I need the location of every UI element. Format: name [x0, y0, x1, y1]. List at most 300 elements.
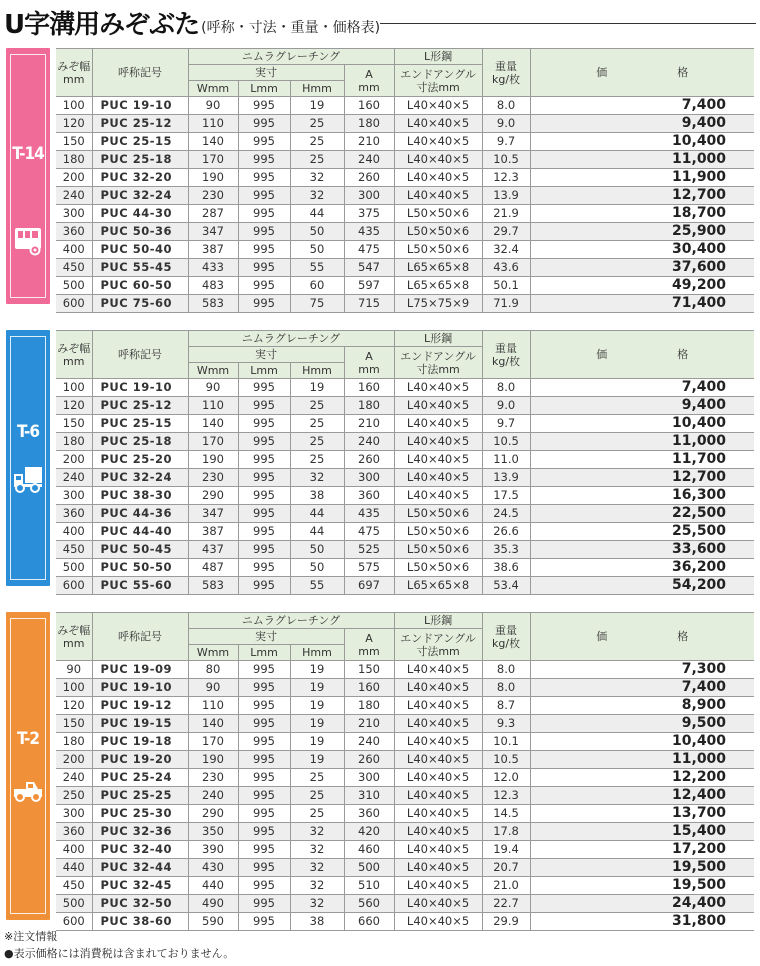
pickup-truck-icon: [13, 774, 43, 804]
header-width-label: みぞ幅: [57, 623, 91, 637]
cell-price: 16,300: [530, 487, 754, 505]
cell-a: 475: [344, 241, 394, 259]
cell-angle: L40×40×5: [394, 487, 482, 505]
cell-weight: 20.7: [482, 859, 530, 877]
cell-weight: 17.5: [482, 487, 530, 505]
cell-l: 995: [238, 505, 290, 523]
header-a: [344, 65, 394, 97]
spec-table: [56, 330, 754, 595]
cell-width: 240: [56, 469, 92, 487]
cell-a: 160: [344, 97, 394, 115]
cell-a: 715: [344, 295, 394, 313]
cell-a: 360: [344, 805, 394, 823]
cell-code: PUC 19-10: [92, 97, 188, 115]
header-h: Hmm: [290, 645, 344, 661]
header-end-angle-label: エンドアングル: [400, 67, 476, 81]
cell-weight: 19.4: [482, 841, 530, 859]
cell-width: 200: [56, 751, 92, 769]
cell-h: 25: [290, 433, 344, 451]
header-grating: ニムラグレーチング: [188, 331, 394, 347]
cell-h: 32: [290, 187, 344, 205]
table-row: [56, 433, 754, 451]
cell-h: 19: [290, 379, 344, 397]
cell-price: 11,000: [530, 151, 754, 169]
header-end-angle-label: エンドアングル: [400, 349, 476, 363]
cell-code: PUC 19-20: [92, 751, 188, 769]
cell-angle: L40×40×5: [394, 433, 482, 451]
cell-l: 995: [238, 697, 290, 715]
cell-l: 995: [238, 895, 290, 913]
cell-h: 32: [290, 169, 344, 187]
cell-code: PUC 25-18: [92, 433, 188, 451]
table-row: [56, 133, 754, 151]
cell-code: PUC 19-18: [92, 733, 188, 751]
cell-code: PUC 32-40: [92, 841, 188, 859]
cell-w: 387: [188, 241, 238, 259]
cell-weight: 43.6: [482, 259, 530, 277]
cell-weight: 35.3: [482, 541, 530, 559]
cell-price: 11,000: [530, 433, 754, 451]
cell-w: 347: [188, 223, 238, 241]
cell-angle: L65×65×8: [394, 259, 482, 277]
cell-w: 80: [188, 661, 238, 679]
cell-a: 360: [344, 487, 394, 505]
cell-weight: 10.1: [482, 733, 530, 751]
cell-weight: 12.3: [482, 787, 530, 805]
cell-weight: 71.9: [482, 295, 530, 313]
cell-angle: L50×50×6: [394, 559, 482, 577]
cell-angle: L50×50×6: [394, 505, 482, 523]
header-end-angle: [394, 347, 482, 379]
cell-l: 995: [238, 877, 290, 895]
cell-price: 37,600: [530, 259, 754, 277]
cell-weight: 53.4: [482, 577, 530, 595]
header-price: [530, 613, 754, 661]
cell-angle: L40×40×5: [394, 151, 482, 169]
cell-angle: L40×40×5: [394, 733, 482, 751]
cell-angle: L40×40×5: [394, 115, 482, 133]
cell-h: 25: [290, 397, 344, 415]
cell-width: 450: [56, 541, 92, 559]
cell-w: 583: [188, 577, 238, 595]
cell-w: 190: [188, 169, 238, 187]
cell-l: 995: [238, 805, 290, 823]
cell-price: 8,900: [530, 697, 754, 715]
cell-w: 390: [188, 841, 238, 859]
header-price-1: 価: [596, 66, 608, 79]
table-row: [56, 877, 754, 895]
header-price-1: 価: [596, 630, 608, 643]
cell-h: 19: [290, 97, 344, 115]
cell-code: PUC 50-45: [92, 541, 188, 559]
cell-price: 7,400: [530, 679, 754, 697]
header-w: Wmm: [188, 645, 238, 661]
cell-code: PUC 19-10: [92, 379, 188, 397]
load-class-label: T-2: [17, 729, 39, 749]
cell-a: 697: [344, 577, 394, 595]
table-row: [56, 859, 754, 877]
header-width-unit: mm: [63, 72, 85, 86]
cell-angle: L40×40×5: [394, 97, 482, 115]
table-row: [56, 259, 754, 277]
cell-weight: 8.7: [482, 697, 530, 715]
cell-w: 583: [188, 295, 238, 313]
cell-a: 160: [344, 379, 394, 397]
cell-a: 660: [344, 913, 394, 931]
cell-price: 19,500: [530, 877, 754, 895]
cell-code: PUC 50-40: [92, 241, 188, 259]
cell-h: 38: [290, 913, 344, 931]
cell-l: 995: [238, 913, 290, 931]
cell-angle: L40×40×5: [394, 769, 482, 787]
cell-weight: 9.0: [482, 397, 530, 415]
header-h: Hmm: [290, 81, 344, 97]
cell-price: 49,200: [530, 277, 754, 295]
cell-price: 25,900: [530, 223, 754, 241]
cell-h: 25: [290, 769, 344, 787]
band-frame: [10, 54, 46, 298]
header-weight: [482, 613, 530, 661]
cell-width: 600: [56, 913, 92, 931]
header-a-unit: mm: [358, 80, 380, 94]
cell-code: PUC 44-30: [92, 205, 188, 223]
cell-h: 50: [290, 223, 344, 241]
header-l: Lmm: [238, 645, 290, 661]
cell-code: PUC 32-50: [92, 895, 188, 913]
header-l: Lmm: [238, 81, 290, 97]
cell-a: 180: [344, 115, 394, 133]
cell-width: 440: [56, 859, 92, 877]
cell-a: 435: [344, 223, 394, 241]
cell-price: 36,200: [530, 559, 754, 577]
cell-l: 995: [238, 433, 290, 451]
cell-w: 430: [188, 859, 238, 877]
table-row: [56, 715, 754, 733]
cell-angle: L40×40×5: [394, 841, 482, 859]
cell-code: PUC 25-24: [92, 769, 188, 787]
table-row: [56, 697, 754, 715]
cell-w: 190: [188, 751, 238, 769]
cell-h: 44: [290, 505, 344, 523]
cell-a: 500: [344, 859, 394, 877]
table-row: [56, 787, 754, 805]
cell-weight: 24.5: [482, 505, 530, 523]
cell-l: 995: [238, 379, 290, 397]
cell-l: 995: [238, 415, 290, 433]
header-a: [344, 347, 394, 379]
cell-code: PUC 19-10: [92, 679, 188, 697]
cell-price: 11,000: [530, 751, 754, 769]
cell-a: 160: [344, 679, 394, 697]
cell-code: PUC 25-25: [92, 787, 188, 805]
header-code: 呼称記号: [92, 613, 188, 661]
cell-width: 90: [56, 661, 92, 679]
cell-h: 32: [290, 859, 344, 877]
cell-weight: 17.8: [482, 823, 530, 841]
cell-angle: L40×40×5: [394, 715, 482, 733]
spec-table: [56, 48, 754, 313]
cell-price: 15,400: [530, 823, 754, 841]
cell-angle: L40×40×5: [394, 169, 482, 187]
cell-price: 7,400: [530, 97, 754, 115]
cell-h: 19: [290, 751, 344, 769]
band-frame: [10, 336, 46, 580]
cell-a: 180: [344, 397, 394, 415]
cell-h: 32: [290, 895, 344, 913]
cell-price: 9,400: [530, 115, 754, 133]
cell-a: 560: [344, 895, 394, 913]
header-grating: ニムラグレーチング: [188, 49, 394, 65]
cell-l: 995: [238, 859, 290, 877]
cell-code: PUC 44-36: [92, 505, 188, 523]
cell-l: 995: [238, 241, 290, 259]
cell-weight: 21.9: [482, 205, 530, 223]
cell-w: 170: [188, 733, 238, 751]
header-a-label: A: [365, 67, 373, 81]
cell-l: 995: [238, 661, 290, 679]
cell-code: PUC 32-36: [92, 823, 188, 841]
cell-a: 597: [344, 277, 394, 295]
load-class-label: T-6: [17, 422, 39, 442]
cell-width: 300: [56, 805, 92, 823]
header-width-label: みぞ幅: [57, 341, 91, 355]
cell-weight: 8.0: [482, 379, 530, 397]
cell-code: PUC 55-60: [92, 577, 188, 595]
cell-angle: L40×40×5: [394, 133, 482, 151]
cell-l: 995: [238, 523, 290, 541]
cell-width: 450: [56, 259, 92, 277]
cell-a: 260: [344, 751, 394, 769]
cell-h: 25: [290, 451, 344, 469]
cell-l: 995: [238, 841, 290, 859]
cell-h: 55: [290, 259, 344, 277]
cell-code: PUC 25-30: [92, 805, 188, 823]
table-row: [56, 223, 754, 241]
cell-w: 590: [188, 913, 238, 931]
table-row: [56, 823, 754, 841]
cell-width: 150: [56, 133, 92, 151]
cell-l: 995: [238, 559, 290, 577]
cell-width: 300: [56, 487, 92, 505]
cell-a: 260: [344, 451, 394, 469]
cell-h: 32: [290, 469, 344, 487]
header-angle: L形鋼: [394, 49, 482, 65]
cell-weight: 32.4: [482, 241, 530, 259]
header-code: 呼称記号: [92, 331, 188, 379]
cell-width: 200: [56, 451, 92, 469]
cell-a: 210: [344, 415, 394, 433]
table-row: [56, 97, 754, 115]
table-row: [56, 379, 754, 397]
cell-angle: L40×40×5: [394, 697, 482, 715]
cell-w: 240: [188, 787, 238, 805]
header-end-angle: [394, 629, 482, 661]
header-grating: ニムラグレーチング: [188, 613, 394, 629]
cell-price: 12,400: [530, 787, 754, 805]
cell-price: 17,200: [530, 841, 754, 859]
cell-code: PUC 44-40: [92, 523, 188, 541]
load-class-band: [6, 612, 50, 920]
cell-price: 54,200: [530, 577, 754, 595]
cell-weight: 9.7: [482, 415, 530, 433]
cell-price: 10,400: [530, 733, 754, 751]
cell-weight: 13.9: [482, 469, 530, 487]
cell-l: 995: [238, 679, 290, 697]
cell-angle: L40×40×5: [394, 451, 482, 469]
cell-h: 50: [290, 541, 344, 559]
cell-a: 300: [344, 769, 394, 787]
table-row: [56, 751, 754, 769]
table-row: [56, 469, 754, 487]
header-width-unit: mm: [63, 636, 85, 650]
cell-h: 32: [290, 877, 344, 895]
table-row: [56, 487, 754, 505]
table-row: [56, 151, 754, 169]
header-width-label: みぞ幅: [57, 59, 91, 73]
cell-price: 9,400: [530, 397, 754, 415]
cell-code: PUC 25-15: [92, 415, 188, 433]
cell-a: 240: [344, 433, 394, 451]
cell-price: 24,400: [530, 895, 754, 913]
cell-width: 100: [56, 97, 92, 115]
cell-angle: L50×50×6: [394, 541, 482, 559]
cell-width: 360: [56, 223, 92, 241]
cell-w: 437: [188, 541, 238, 559]
cell-price: 71,400: [530, 295, 754, 313]
cell-weight: 13.9: [482, 187, 530, 205]
cell-width: 500: [56, 559, 92, 577]
cell-w: 290: [188, 805, 238, 823]
cell-weight: 11.0: [482, 451, 530, 469]
cell-width: 450: [56, 877, 92, 895]
cell-weight: 38.6: [482, 559, 530, 577]
cell-w: 483: [188, 277, 238, 295]
header-price-2: 格: [677, 348, 689, 361]
cell-h: 60: [290, 277, 344, 295]
cell-price: 13,700: [530, 805, 754, 823]
cell-l: 995: [238, 769, 290, 787]
cell-code: PUC 50-50: [92, 559, 188, 577]
table-row: [56, 187, 754, 205]
cell-weight: 8.0: [482, 97, 530, 115]
cell-w: 170: [188, 151, 238, 169]
table-row: [56, 577, 754, 595]
cell-price: 33,600: [530, 541, 754, 559]
cell-a: 525: [344, 541, 394, 559]
cell-w: 387: [188, 523, 238, 541]
cell-w: 290: [188, 487, 238, 505]
cell-l: 995: [238, 751, 290, 769]
cell-l: 995: [238, 205, 290, 223]
cell-a: 300: [344, 187, 394, 205]
cell-a: 260: [344, 169, 394, 187]
header-weight-unit: kg/枚: [492, 72, 521, 86]
load-class-label: T-14: [12, 144, 44, 164]
cell-width: 360: [56, 823, 92, 841]
cell-code: PUC 25-18: [92, 151, 188, 169]
cell-weight: 9.0: [482, 115, 530, 133]
cell-angle: L40×40×5: [394, 397, 482, 415]
page-title-block: [4, 2, 380, 40]
tax-note: ●表示価格には消費税は含まれておりません。: [4, 947, 235, 960]
header-width: [56, 613, 92, 661]
header-price-2: 格: [677, 630, 689, 643]
table-row: [56, 805, 754, 823]
cell-l: 995: [238, 151, 290, 169]
cell-w: 140: [188, 133, 238, 151]
page-title: U字溝用みぞぶた: [4, 10, 200, 40]
cell-angle: L40×40×5: [394, 859, 482, 877]
cell-h: 32: [290, 841, 344, 859]
cell-w: 140: [188, 715, 238, 733]
cell-angle: L40×40×5: [394, 187, 482, 205]
cell-l: 995: [238, 115, 290, 133]
cell-w: 110: [188, 115, 238, 133]
header-code: 呼称記号: [92, 49, 188, 97]
cell-weight: 12.0: [482, 769, 530, 787]
cell-a: 300: [344, 469, 394, 487]
cell-angle: L50×50×6: [394, 223, 482, 241]
header-dims: 実寸: [188, 65, 344, 81]
load-class-section: [6, 612, 754, 929]
cell-width: 500: [56, 895, 92, 913]
cell-w: 170: [188, 433, 238, 451]
cell-l: 995: [238, 169, 290, 187]
cell-h: 19: [290, 715, 344, 733]
load-class-section: [6, 48, 754, 311]
header-weight: [482, 49, 530, 97]
header-a-unit: mm: [358, 644, 380, 658]
table-row: [56, 913, 754, 931]
cell-width: 500: [56, 277, 92, 295]
cell-code: PUC 32-20: [92, 169, 188, 187]
cell-price: 12,200: [530, 769, 754, 787]
header-w: Wmm: [188, 81, 238, 97]
cell-code: PUC 25-15: [92, 133, 188, 151]
load-class-band: [6, 48, 50, 304]
cell-a: 180: [344, 697, 394, 715]
cell-angle: L65×65×8: [394, 577, 482, 595]
cell-h: 25: [290, 415, 344, 433]
cell-h: 25: [290, 151, 344, 169]
header-weight-label: 重量: [495, 623, 518, 637]
cell-a: 575: [344, 559, 394, 577]
cell-width: 100: [56, 679, 92, 697]
cell-h: 38: [290, 487, 344, 505]
cell-a: 435: [344, 505, 394, 523]
cell-w: 433: [188, 259, 238, 277]
cell-a: 375: [344, 205, 394, 223]
header-price: [530, 331, 754, 379]
header-width: [56, 331, 92, 379]
cell-w: 110: [188, 397, 238, 415]
cell-a: 510: [344, 877, 394, 895]
cell-code: PUC 25-12: [92, 115, 188, 133]
cell-code: PUC 75-60: [92, 295, 188, 313]
header-h: Hmm: [290, 363, 344, 379]
header-end-angle-label: エンドアングル: [400, 631, 476, 645]
cell-code: PUC 60-50: [92, 277, 188, 295]
cell-w: 487: [188, 559, 238, 577]
cell-h: 19: [290, 679, 344, 697]
cell-width: 120: [56, 397, 92, 415]
cell-angle: L40×40×5: [394, 469, 482, 487]
cell-h: 25: [290, 133, 344, 151]
cell-l: 995: [238, 277, 290, 295]
table-row: [56, 505, 754, 523]
cell-width: 400: [56, 841, 92, 859]
cell-w: 230: [188, 769, 238, 787]
